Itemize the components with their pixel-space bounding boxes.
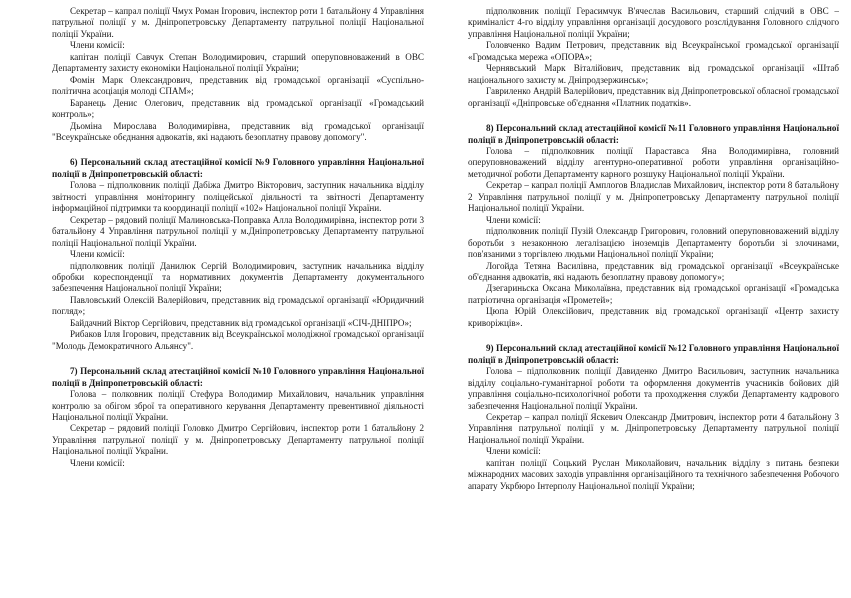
paragraph: Голова – підполковник поліції Давиденко Дмитро Васильович, заступник начальника відділу соціально-гуманітарної роботи та оформлення документів учасників бойових дій управління соціально-психологічної роботи та проходження служби Департаменту кадрового забезпечення Національної поліції України. <box>468 366 839 411</box>
paragraph: Члени комісії: <box>70 457 125 468</box>
paragraph: Голова – полковник поліції Стефура Володимир Михайлович, начальник управління контролю за обігом зброї та оперативного керування Департаменту превентивної діяльності Національної поліції України. <box>52 389 424 422</box>
paragraph: Члени комісії: <box>70 249 125 260</box>
paragraph: Члени комісії: <box>486 214 541 225</box>
paragraph: Голова – підполковник поліції Параставса Яна Володимирівна, головний оперуповноважений відділу агентурно-оперативної роботи управління організаційно-методичної роботи Департаменту карного розшуку Національної поліції України. <box>468 145 839 179</box>
section-heading-6: 6) Персональний склад атестаційної комісії №9 Головного управління Національної поліції в Дніпропетровській області: <box>52 157 424 179</box>
paragraph: Секретар – капрал поліції Яскевич Олександр Дмитрович, інспектор роти 4 батальйону 3 Управління патрульної поліції у м. Дніпропетровську Департаменту патрульної поліції Національної поліції України. <box>468 411 839 445</box>
paragraph: Фомін Марк Олександрович, представник від громадської організації «Суспільно-політична асоціація молоді СПАМ»; <box>52 74 424 97</box>
paragraph: Секретар – капрал поліції Чмух Роман Ігорович, інспектор роти 1 батальйону 4 Управління патрульної поліції у м. Дніпропетровську Департаменту патрульної поліції Національної поліції України. <box>52 6 424 39</box>
paragraph: капітан поліції Соцький Руслан Миколайович, начальник відділу з питань безпеки міжнародних масових заходів управління організаційного та технічного забезпечення Робочого апарату Укрбюро Інтерполу Національної поліції України; <box>468 457 839 491</box>
paragraph: Дьоміна Мирослава Володимирівна, представник від громадської організації "Всеукраїнське обєднання адвокатів, які надають безоплатну правову допомогу". <box>52 120 424 142</box>
paragraph: Гавриленко Андрій Валерійович, представник від Дніпропетровської обласної громадської організації «Дніпровське об'єднання «Платник податків». <box>468 86 839 108</box>
section-heading-8: 8) Персональний склад атестаційної комісії №11 Головного управління Національної поліції в Дніпропетровській області: <box>468 123 839 145</box>
paragraph: підполковник поліції Герасимчук В'ячеслав Васильович, старший слідчий в ОВС – криміналіст 4-го відділу управління організації досудового розслідування Головного слідчого управління Національної поліції України; <box>468 6 839 39</box>
paragraph: Секретар – капрал поліції Амплогов Владислав Михайлович, інспектор роти 8 батальйону 2 Управління патрульної поліції у м. Дніпропетровську Департаменту патрульної поліції Національної поліції України. <box>468 180 839 214</box>
section-heading-7: 7) Персональний склад атестаційної комісії №10 Головного управління Національної поліції в Дніпропетровській області: <box>52 366 424 388</box>
paragraph: підполковник поліції Данилюк Сергій Володимирович, заступник начальника відділу обробки кореспонденції та нормативних документів Департаменту документального забезпечення Національної поліції України; <box>52 260 424 294</box>
paragraph: Дзегариньска Оксана Миколаївна, представник від громадської організації «Громадська патріотична організація «Прометей»; <box>468 283 839 305</box>
paragraph: Байдачний Віктор Сергійович, представник від громадської організації «СІЧ-ДНІПРО»; <box>70 317 412 328</box>
paragraph: Головченко Вадим Петрович, представник від Всеукраїнської громадської організації «Громадська мережа «ОПОРА»; <box>468 40 839 62</box>
paragraph: Павловський Олексій Валерійович, представник від громадської організації «Юридичний погляд»; <box>52 294 424 317</box>
paragraph: Голова – підполковник поліції Дабіжа Дмитро Вікторович, заступник начальника відділу звітності управління моніторингу поліцейської діяльності та звітності Департаменту інформаційної підтримки та координації поліції «102» Національної поліції України. <box>52 180 424 214</box>
paragraph: Чернявський Марк Віталійович, представник від громадської організації «Штаб національного захисту м. Дніпродзержинськ»; <box>468 63 839 85</box>
paragraph: капітан поліції Савчук Степан Володимирович, старший оперуповноважений в ОВС Департаменту захисту економіки Національної поліції України; <box>52 51 424 74</box>
paragraph: Секретар – рядовий поліції Малиновська-Поправка Алла Володимирівна, інспектор роти 3 батальйону 4 Управління патрульної поліції у м.Дніпропетровську Департаменту патрульної поліції Національної поліції України. <box>52 214 424 248</box>
paragraph: Рибаков Ілля Ігорович, представник від Всеукраїнської молодіжної громадської організації "Молодь Демократичного Альянсу". <box>52 329 424 351</box>
left-column <box>52 6 424 596</box>
paragraph: Цюпа Юрій Олексійович, представник від громадської організації «Центр захисту криворіжців». <box>468 306 839 328</box>
paragraph: Баранець Денис Олегович, представник від громадської організації «Громадський контроль»; <box>52 97 424 120</box>
paragraph: Члени комісії: <box>486 446 541 457</box>
paragraph: підполковник поліції Пузій Олександр Григорович, головний оперуповноважений відділу боротьби з незаконною легалізацією іноземців Департаменту боротьби зі злочинами, пов'язаними з торгівлею людьми Національної поліції України; <box>468 226 839 260</box>
paragraph: Логойда Тетяна Василівна, представник від громадської організації «Всеукраїнське об'єднання адвокатів, які надають безоплатну правову допомогу»; <box>468 260 839 282</box>
paragraph: Члени комісії: <box>70 40 125 51</box>
paragraph: Секретар – рядовий поліції Головко Дмитро Сергійович, інспектор роти 1 батальйону 2 Управління патрульної поліції у м. Дніпропетровську Департаменту патрульної поліції Національної поліції України. <box>52 423 424 457</box>
section-heading-9: 9) Персональний склад атестаційної комісії №12 Головного управління Національної поліції в Дніпропетровській області: <box>468 343 839 365</box>
right-column <box>468 6 839 596</box>
